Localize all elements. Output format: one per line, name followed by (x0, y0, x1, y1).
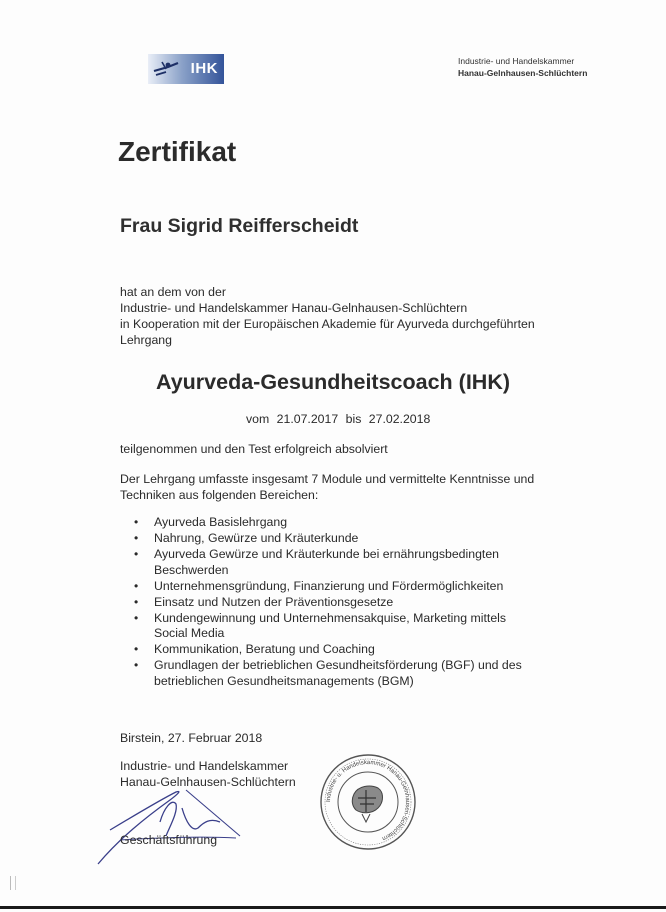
module-text: Ayurveda Basislehrgang (154, 515, 288, 529)
course-description (120, 471, 580, 503)
issuer-header-line-2: Hanau-Gelnhausen-Schlüchtern (458, 68, 588, 78)
module-text: Einsatz und Nutzen der Präventionsgesetze (154, 594, 394, 609)
module-text-continued: Social Media (154, 626, 225, 640)
bullet-icon: • (134, 547, 139, 561)
issuer-header-line-1: Industrie- und Handelskammer (458, 56, 575, 66)
date-separator: bis (345, 412, 362, 426)
date-prefix: vom (246, 412, 270, 426)
module-text-continued: Beschwerden (154, 562, 229, 577)
date-to: 27.02.2018 (368, 412, 431, 426)
module-item (130, 611, 570, 642)
signatory-role: Geschäftsführung (120, 833, 218, 847)
module-list (130, 515, 570, 690)
module-item (130, 579, 570, 595)
module-text: Nahrung, Gewürze und Kräuterkunde (154, 531, 359, 545)
issuer-line: Industrie- und Handelskammer (120, 759, 289, 773)
place-and-date: Birstein, 27. Februar 2018 (120, 731, 263, 745)
bullet-icon: • (134, 531, 139, 545)
completion-text: teilgenommen und den Test erfolgreich absolviert (120, 442, 388, 456)
bullet-icon: • (134, 515, 139, 529)
intro-line: hat an dem von der (120, 285, 226, 299)
scan-bottom-edge (0, 906, 666, 909)
svg-text:Industrie- u. Handelskammer Ha: Industrie- u. Handelskammer Hanau-Gelnhausen-Schlüchtern (325, 759, 411, 842)
module-text-continued: betrieblichen Gesundheitsmanagements (BGM) (154, 673, 414, 688)
logo-text: IHK (190, 60, 218, 77)
module-text: Unternehmensgründung, Finanzierung und Fördermöglichkeiten (154, 578, 504, 593)
recipient-name: Frau Sigrid Reifferscheidt (120, 215, 359, 237)
scan-margin-mark (10, 876, 16, 890)
bullet-icon: • (134, 642, 139, 656)
handwritten-signature (90, 778, 250, 868)
intro-line: in Kooperation mit der Europäischen Akademie für Ayurveda durchgeführten (120, 317, 535, 331)
module-item (130, 531, 570, 547)
bullet-icon: • (134, 578, 139, 593)
bullet-icon: • (134, 594, 139, 609)
module-item (130, 658, 570, 689)
intro-paragraph (120, 284, 590, 348)
module-text: Kommunikation, Beratung und Coaching (154, 642, 375, 656)
date-range (246, 412, 434, 426)
intro-line: Industrie- und Handelskammer Hanau-Gelnhausen-Schlüchtern (120, 301, 468, 315)
module-item (130, 515, 570, 531)
issuer-line: Hanau-Gelnhausen-Schlüchtern (120, 775, 296, 789)
module-item (130, 595, 570, 611)
certificate-title: Zertifikat (118, 136, 237, 167)
official-seal (318, 752, 418, 852)
module-item (130, 547, 570, 578)
description-line: Techniken aus folgenden Bereichen: (120, 488, 319, 502)
description-line: Der Lehrgang umfasste insgesamt 7 Module und vermittelte Kenntnisse und (120, 472, 535, 486)
issuer-header (458, 55, 648, 79)
module-text: Ayurveda Gewürze und Kräuterkunde bei ernährungsbedingten (154, 547, 500, 561)
bullet-icon: • (134, 658, 139, 672)
module-item (130, 642, 570, 658)
course-title: Ayurveda-Gesundheitscoach (IHK) (155, 370, 511, 394)
bullet-icon: • (134, 610, 139, 625)
module-text: Grundlagen der betrieblichen Gesundheitsförderung (BGF) und des (154, 658, 522, 672)
ihk-logo (148, 54, 224, 84)
ihk-emblem-icon (148, 54, 184, 84)
intro-line: Lehrgang (120, 333, 172, 347)
module-text: Kundengewinnung und Unternehmensakquise, Marketing mittels (154, 610, 507, 625)
date-from: 21.07.2017 (276, 412, 339, 426)
